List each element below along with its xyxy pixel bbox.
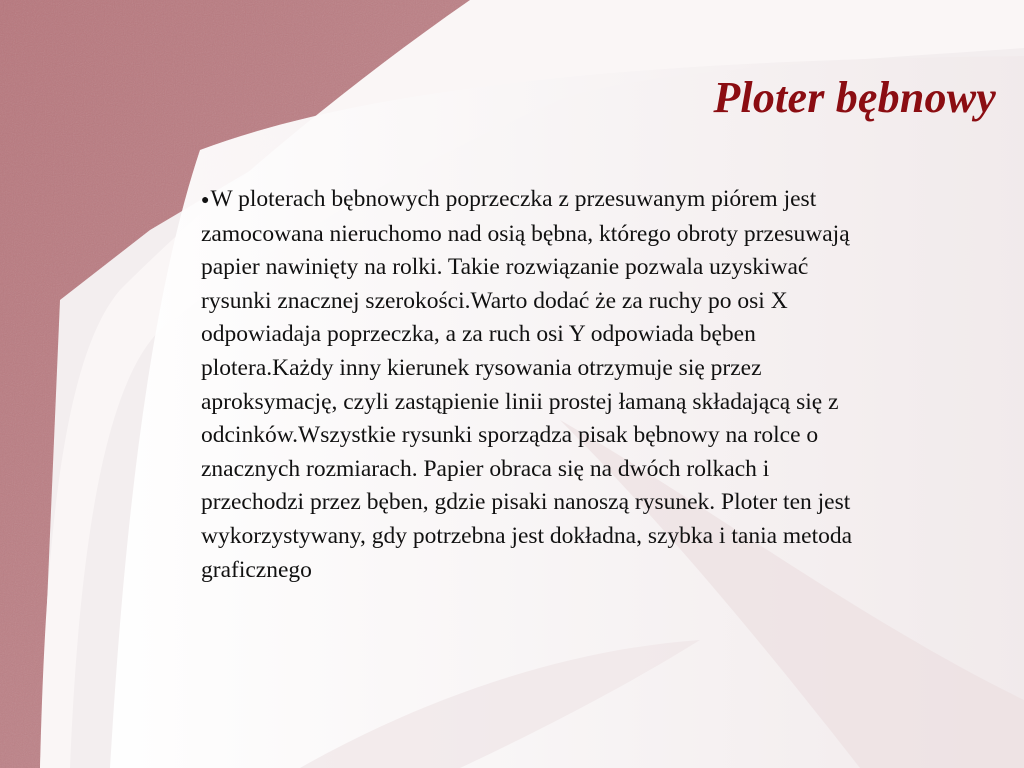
body-line: graficznego bbox=[201, 556, 312, 583]
body-line: papier nawinięty na rolki. Takie rozwiązanie pozwala uzyskiwać bbox=[201, 254, 809, 281]
slide-body bbox=[201, 183, 1001, 587]
body-line: odpowiadaja poprzeczka, a za ruch osi Y odpowiada bęben bbox=[201, 321, 756, 348]
body-line: wykorzystywany, gdy potrzebna jest dokładna, szybka i tania metoda bbox=[201, 522, 853, 549]
body-line: ●W ploterach bębnowych poprzeczka z przesuwanym piórem jest bbox=[201, 186, 817, 212]
body-line: zamocowana nieruchomo nad osią bębna, którego obroty przesuwają bbox=[201, 220, 850, 247]
body-line: rysunki znacznej szerokości.Warto dodać że za ruchy po osi X bbox=[201, 287, 788, 314]
slide-title: Ploter bębnowy bbox=[713, 73, 996, 122]
bullet-icon: ● bbox=[201, 193, 210, 208]
body-line: znacznych rozmiarach. Papier obraca się na dwóch rolkach i bbox=[201, 455, 770, 482]
body-line: przechodzi przez bęben, gdzie pisaki nanoszą rysunek. Ploter ten jest bbox=[201, 489, 851, 516]
body-line: plotera.Każdy inny kierunek rysowania otrzymuje się przez bbox=[201, 354, 762, 381]
body-line: odcinków.Wszystkie rysunki sporządza pisak bębnowy na rolce o bbox=[201, 422, 819, 449]
body-line: aproksymację, czyli zastąpienie linii prostej łamaną składającą się z bbox=[201, 388, 839, 415]
